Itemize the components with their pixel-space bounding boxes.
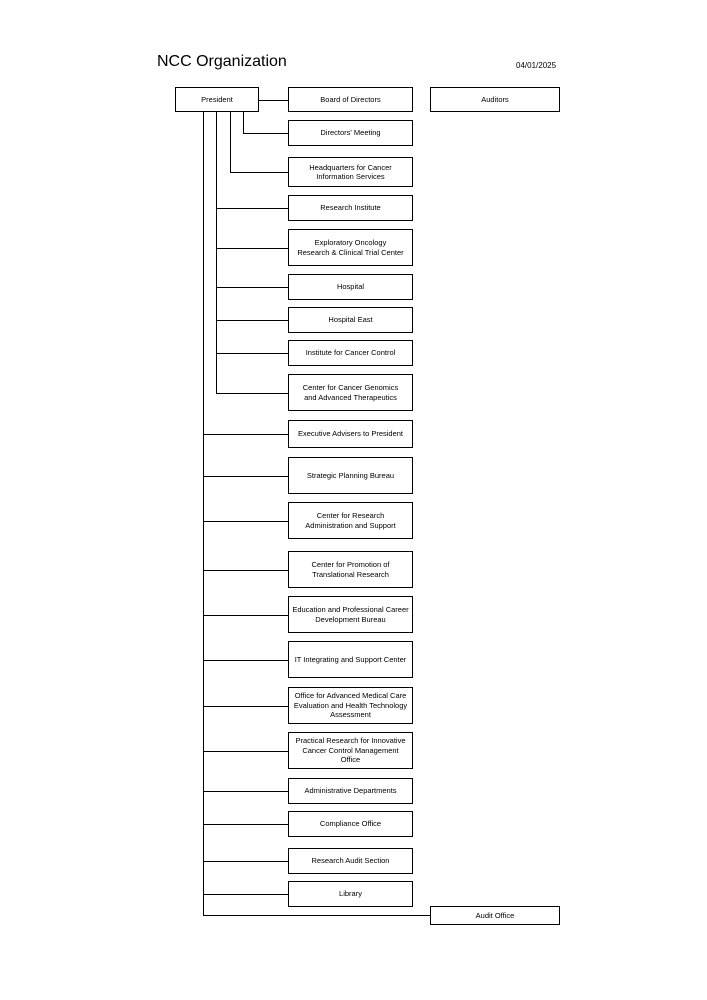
connector-line [203, 521, 289, 522]
unit-box-practical-research-for-innovative-cancer-control-management-office: Practical Research for Innovative Cancer Control Management Office [288, 732, 413, 769]
board-of-directors-box: Board of Directors [288, 87, 413, 112]
trunk-line [243, 112, 244, 134]
connector-line [203, 570, 289, 571]
unit-box-education-and-professional-career-development-bureau: Education and Professional Career Development Bureau [288, 596, 413, 633]
connector-line [203, 434, 289, 435]
connector-line [203, 751, 289, 752]
unit-box-center-for-cancer-genomics-and-advanced-therapeutics: Center for Cancer Genomics and Advanced Therapeutics [288, 374, 413, 411]
unit-box-research-audit-section: Research Audit Section [288, 848, 413, 874]
connector-line [216, 208, 289, 209]
date-label: 04/01/2025 [516, 61, 557, 70]
trunk-line [216, 112, 217, 394]
connector-line [203, 615, 289, 616]
connector-line [203, 861, 289, 862]
unit-box-office-for-advanced-medical-care-evaluation-and-health-technology-assessment: Office for Advanced Medical Care Evaluation and Health Technology Assessment [288, 687, 413, 724]
connector-line [216, 353, 289, 354]
unit-box-headquarters-for-cancer-information-services: Headquarters for Cancer Information Services [288, 157, 413, 187]
connector-line [216, 287, 289, 288]
unit-box-executive-advisers-to-president: Executive Advisers to President [288, 420, 413, 448]
connector-line [216, 320, 289, 321]
connector-line [216, 393, 289, 394]
unit-box-compliance-office: Compliance Office [288, 811, 413, 837]
unit-box-center-for-promotion-of-translational-research: Center for Promotion of Translational Research [288, 551, 413, 588]
connector-line [203, 824, 289, 825]
trunk-line [203, 112, 204, 916]
connector-line [243, 133, 289, 134]
connector-line [203, 476, 289, 477]
unit-box-institute-for-cancer-control: Institute for Cancer Control [288, 340, 413, 366]
unit-box-hospital-east: Hospital East [288, 307, 413, 333]
connector-line [203, 894, 289, 895]
auditors-box: Auditors [430, 87, 560, 112]
unit-box-library: Library [288, 881, 413, 907]
unit-box-administrative-departments: Administrative Departments [288, 778, 413, 804]
connector-line [216, 248, 289, 249]
audit-office-box: Audit Office [430, 906, 560, 925]
unit-box-exploratory-oncology-research-clinical-trial-center: Exploratory Oncology Research & Clinical Trial Center [288, 229, 413, 266]
unit-box-strategic-planning-bureau: Strategic Planning Bureau [288, 457, 413, 494]
trunk-line [230, 112, 231, 173]
audit-office-connector [203, 915, 431, 916]
connector-line [203, 791, 289, 792]
unit-box-center-for-research-administration-and-support: Center for Research Administration and Support [288, 502, 413, 539]
connector-line [230, 172, 289, 173]
unit-box-hospital: Hospital [288, 274, 413, 300]
unit-box-directors-meeting: Directors' Meeting [288, 120, 413, 146]
connector-line [203, 706, 289, 707]
unit-box-it-integrating-and-support-center: IT Integrating and Support Center [288, 641, 413, 678]
president-box: President [175, 87, 259, 112]
president-to-board-line [259, 100, 289, 101]
connector-line [203, 660, 289, 661]
unit-box-research-institute: Research Institute [288, 195, 413, 221]
page-title: NCC Organization [157, 53, 287, 70]
